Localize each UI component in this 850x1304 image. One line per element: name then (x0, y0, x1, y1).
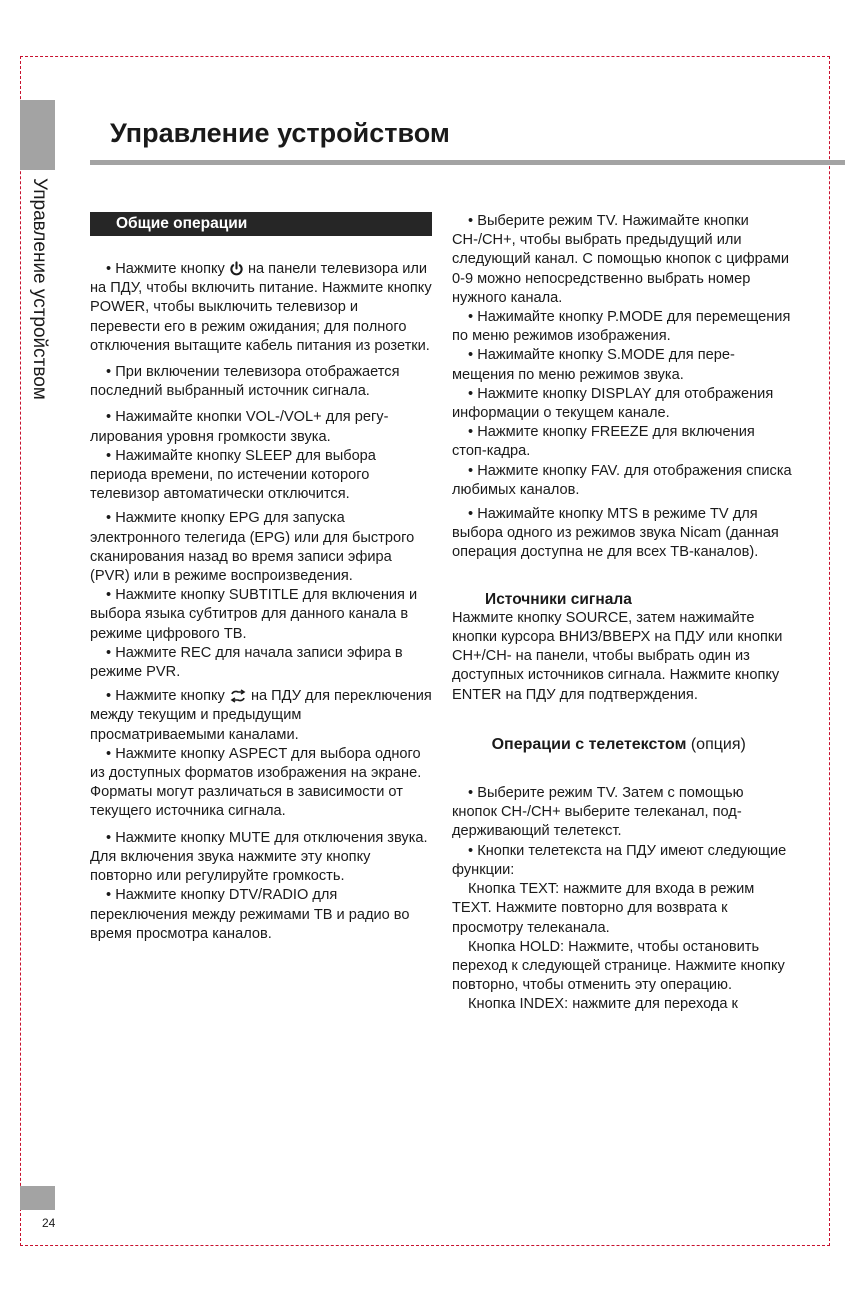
paragraph: • Нажмите кнопку FAV. для отображения списка любимых каналов. (452, 462, 792, 498)
paragraph: Кнопка INDEX: нажмите для перехода к (468, 996, 738, 1013)
left-column (90, 212, 432, 944)
paragraph: • Нажмите кнопку SUBTITLE для включения и выбора языка субтитров для данного канала в режиме цифрового ТВ. (90, 587, 418, 642)
paragraph: • Нажмите кнопку EPG для запуска электронного телегида (EPG) или для быстрого сканирования назад во время записи эфира (PVR) или в режиме воспроизведения. (90, 510, 415, 585)
paragraph: • Выберите режим TV. Затем с помощью кнопок CH-/CH+ выберите телеканал, поддерживающий телетекст. (452, 785, 744, 840)
paragraph: • Нажмите кнопку MUTE для отключения звука. Для включения звука нажмите эту кнопку повторно или регулируйте громкость. (90, 829, 428, 885)
paragraph: • Нажмите кнопку FREEZE для включения стоп-кадра. (452, 424, 755, 460)
paragraph: • Нажимайте кнопки VOL-/VOL+ для регулирования уровня громкости звука. (90, 409, 389, 445)
paragraph: • Нажимайте кнопку SLEEP для выбора периода времени, по истечении которого телевизор автоматически отключится. (90, 447, 376, 503)
side-tab (20, 100, 55, 170)
page-number: 24 (42, 1216, 56, 1230)
paragraph: • Нажмите кнопку на панели телевизора или на ПДУ, чтобы включить питание. Нажмите кнопку POWER, чтобы выключить телевизор и перевести его в режим ожидания; для полного отключения вытащите кабель питания из розетки. (90, 261, 432, 354)
paragraph: • Нажимайте кнопку P.MODE для перемещения по меню режимов изображения. (452, 309, 791, 345)
paragraph: • Нажмите кнопку ASPECT для выбора одного из доступных форматов изображения на экране. Форматы могут различаться в зависимости от текущего источника сигнала. (90, 745, 422, 820)
side-section-label: Управление устройством (29, 178, 50, 400)
section-heading-teletext: Операции с телетекстом (опция) (491, 735, 746, 753)
paragraph: Нажмите кнопку SOURCE, затем нажимайте кнопки курсора ВНИЗ/ВВЕРХ на ПДУ или кнопки CH+/CH- на панели, чтобы выбрать один из доступных источников сигнала. Нажмите кнопку ENTER на ПДУ для подтверждения. (452, 609, 783, 703)
paragraph: • Нажмите кнопку DISPLAY для отображения информации о текущем канале. (452, 385, 774, 422)
paragraph: • Выберите режим TV. Нажимайте кнопки CH-/CH+, чтобы выбрать предыдущий или следующий канал. С помощью кнопок с цифрами 0-9 можно непосредственно выбрать номер нужного канала. (452, 213, 790, 306)
right-column (452, 212, 792, 1015)
page-title: Управление устройством (110, 118, 450, 148)
section-heading-general: Общие операции (90, 212, 432, 236)
title-rule (90, 160, 845, 165)
paragraph: • Нажмите кнопку DTV/RADIO для переключения между режимами ТВ и радио во время просмотра каналов. (90, 887, 410, 942)
power-icon (229, 261, 244, 276)
paragraph: Кнопка HOLD: Нажмите, чтобы остановить переход к следующей странице. Нажмите кнопку повторно, чтобы отменить эту операцию. (452, 938, 785, 994)
paragraph: • Нажимайте кнопку MTS в режиме TV для выбора одного из режимов звука Nicam (данная операция доступна не для всех ТВ-каналов). (452, 506, 779, 561)
paragraph: • При включении телевизора отображается последний выбранный источник сигнала. (90, 364, 400, 400)
page-number-tab (20, 1186, 55, 1210)
paragraph: Кнопка TEXT: нажмите для входа в режим TEXT. Нажмите повторно для возврата к просмотру телеканала. (452, 881, 755, 936)
section-heading-sources: Источники сигнала (485, 590, 632, 608)
paragraph: • Нажимайте кнопку S.MODE для перемещения по меню режимов звука. (452, 347, 735, 383)
return-channel-icon (229, 689, 247, 703)
paragraph: • Нажмите REC для начала записи эфира в режиме PVR. (90, 644, 403, 681)
paragraph: • Нажмите кнопку на ПДУ для переключения между текущим и предыдущим просматриваемыми каналами. (90, 688, 432, 743)
paragraph: • Кнопки телетекста на ПДУ имеют следующие функции: (452, 842, 787, 878)
